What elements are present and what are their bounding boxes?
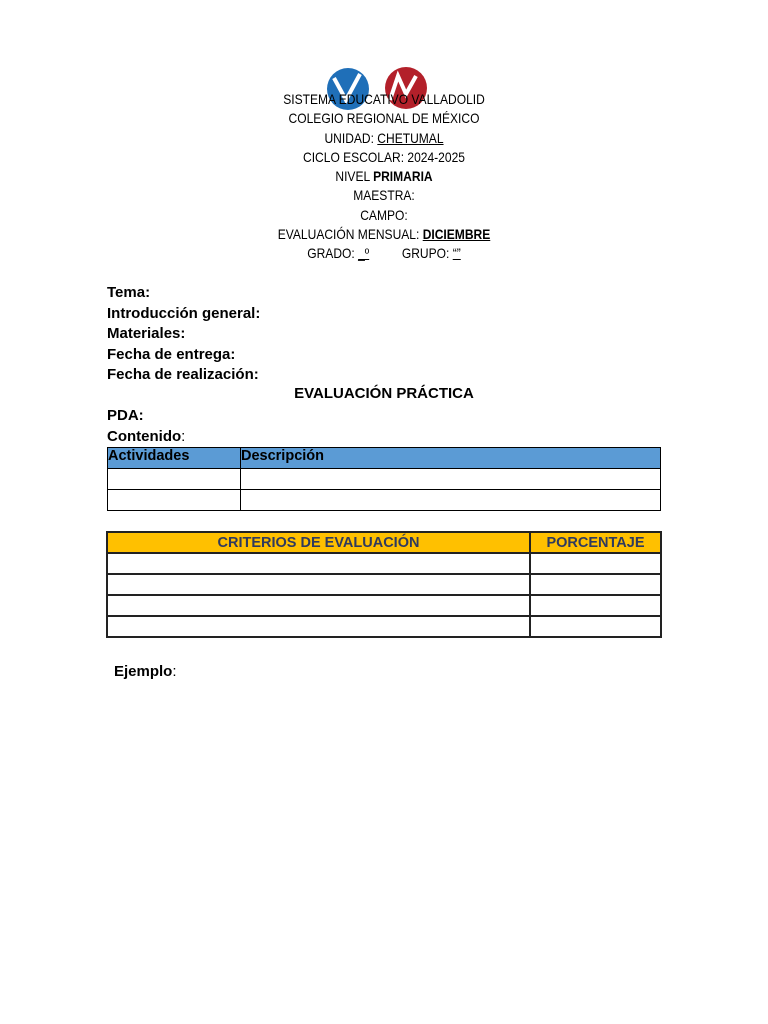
criteria-table bbox=[106, 531, 662, 638]
unidad-label: UNIDAD: bbox=[324, 129, 378, 146]
contenido-line bbox=[107, 426, 185, 447]
table-row bbox=[107, 574, 661, 595]
description-cell[interactable] bbox=[241, 490, 661, 511]
field-introduccion: Introducción general: bbox=[107, 304, 261, 322]
field-materiales: Materiales: bbox=[107, 325, 186, 342]
table-row bbox=[107, 616, 661, 637]
contenido-label: Contenido bbox=[107, 428, 182, 445]
activities-header-row bbox=[108, 448, 661, 469]
criteria-cell[interactable] bbox=[107, 595, 530, 616]
header-unidad bbox=[54, 129, 714, 148]
table-row bbox=[107, 595, 661, 616]
field-fecha-entrega: Fecha de entrega: bbox=[107, 345, 236, 363]
field-tema: Tema: bbox=[107, 284, 151, 301]
unidad-value: CHETUMAL bbox=[377, 129, 444, 146]
header-line-system: SISTEMA EDUCATIVO VALLADOLID bbox=[283, 91, 485, 107]
pda-label: PDA: bbox=[107, 407, 144, 424]
header-maestra: MAESTRA: bbox=[353, 187, 415, 204]
nivel-label: NIVEL bbox=[335, 168, 374, 185]
header-evaluacion bbox=[54, 225, 714, 244]
header-line-college: COLEGIO REGIONAL DE MÉXICO bbox=[288, 110, 480, 127]
evaluacion-value: DICIEMBRE bbox=[422, 226, 491, 243]
percentage-header: PORCENTAJE bbox=[530, 532, 661, 553]
contenido-colon: : bbox=[181, 428, 186, 445]
document-header bbox=[54, 90, 714, 264]
general-fields bbox=[107, 283, 260, 386]
criteria-cell[interactable] bbox=[107, 616, 530, 637]
header-campo: CAMPO: bbox=[360, 206, 408, 223]
percentage-cell[interactable] bbox=[530, 595, 661, 616]
description-header: Descripción bbox=[241, 448, 661, 469]
description-cell[interactable] bbox=[241, 469, 661, 490]
percentage-cell[interactable] bbox=[530, 616, 661, 637]
activity-cell[interactable] bbox=[108, 469, 241, 490]
grado-value: _º bbox=[358, 245, 370, 262]
activities-header: Actividades bbox=[108, 448, 241, 469]
table-row bbox=[107, 553, 661, 574]
criteria-cell[interactable] bbox=[107, 553, 530, 574]
header-nivel bbox=[54, 167, 714, 186]
percentage-cell[interactable] bbox=[530, 574, 661, 595]
nivel-value: PRIMARIA bbox=[373, 168, 433, 185]
field-fecha-realizacion: Fecha de realización: bbox=[107, 366, 259, 383]
activity-cell[interactable] bbox=[108, 490, 241, 511]
percentage-cell[interactable] bbox=[530, 553, 661, 574]
activities-table bbox=[107, 447, 661, 511]
ejemplo-colon: : bbox=[172, 663, 177, 680]
ejemplo-line bbox=[114, 663, 177, 680]
header-ciclo: CICLO ESCOLAR: 2024-2025 bbox=[303, 148, 465, 165]
table-row bbox=[108, 490, 661, 511]
grado-label: GRADO: bbox=[307, 245, 359, 262]
criteria-cell[interactable] bbox=[107, 574, 530, 595]
grupo-value: “” bbox=[452, 245, 461, 262]
header-grado-grupo bbox=[54, 244, 714, 263]
ejemplo-label: Ejemplo bbox=[114, 663, 173, 680]
table-row bbox=[108, 469, 661, 490]
criteria-header-row bbox=[107, 532, 661, 553]
grupo-label: GRUPO: bbox=[401, 245, 453, 262]
evaluacion-label: EVALUACIÓN MENSUAL: bbox=[277, 226, 423, 243]
pda-section bbox=[107, 405, 185, 447]
practica-title: EVALUACIÓN PRÁCTICA bbox=[294, 385, 474, 402]
criteria-header: CRITERIOS DE EVALUACIÓN bbox=[107, 532, 530, 553]
